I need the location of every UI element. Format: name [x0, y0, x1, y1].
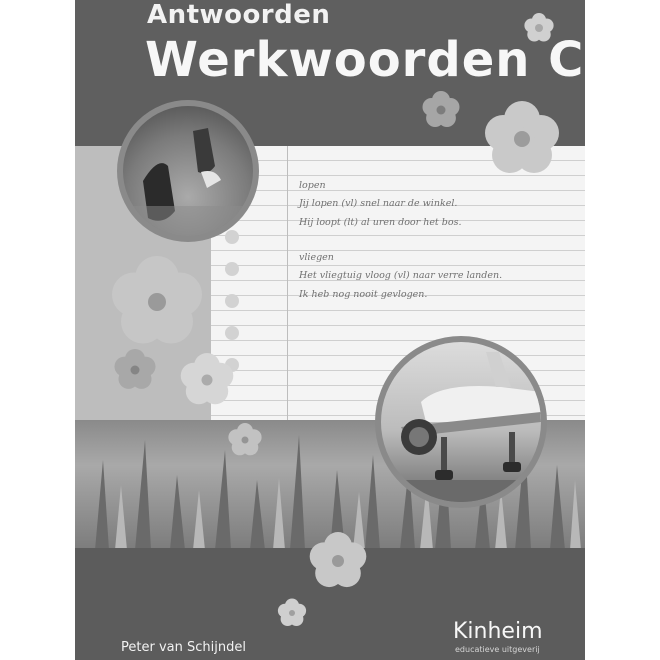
flower-icon [421, 90, 461, 130]
runner-shoes-photo [117, 100, 259, 242]
paper-margin-line [287, 146, 288, 436]
handwriting-line: Hij loopt (lt) al uren door het bos. [299, 217, 462, 228]
flower-icon [113, 348, 157, 392]
publisher-tagline: educatieve uitgeverij [455, 645, 540, 654]
handwriting-line: Jij lopen (vl) snel naar de winkel. [299, 198, 458, 209]
flower-icon [179, 352, 235, 408]
author-name: Peter van Schijndel [121, 640, 246, 655]
flower-icon [227, 422, 263, 458]
hole-icon [225, 294, 239, 308]
hole-icon [225, 262, 239, 276]
flower-icon [483, 100, 561, 178]
flower-icon [307, 530, 369, 592]
flower-icon [277, 598, 307, 628]
handwriting-line: lopen [299, 180, 326, 191]
handwriting-line: Het vliegtuig vloog (vl) naar verre landen. [299, 270, 503, 281]
flower-icon [109, 254, 205, 350]
book-cover [75, 0, 585, 660]
cover-title: Werkwoorden C [145, 32, 585, 88]
hole-icon [225, 230, 239, 244]
handwriting-line: Ik heb nog nooit gevlogen. [299, 289, 428, 300]
publisher-logo: Kinheim [453, 619, 543, 644]
handwriting-line: vliegen [299, 252, 334, 263]
cover-subtitle: Antwoorden [147, 0, 331, 30]
hole-icon [225, 326, 239, 340]
airplane-photo [375, 336, 547, 508]
